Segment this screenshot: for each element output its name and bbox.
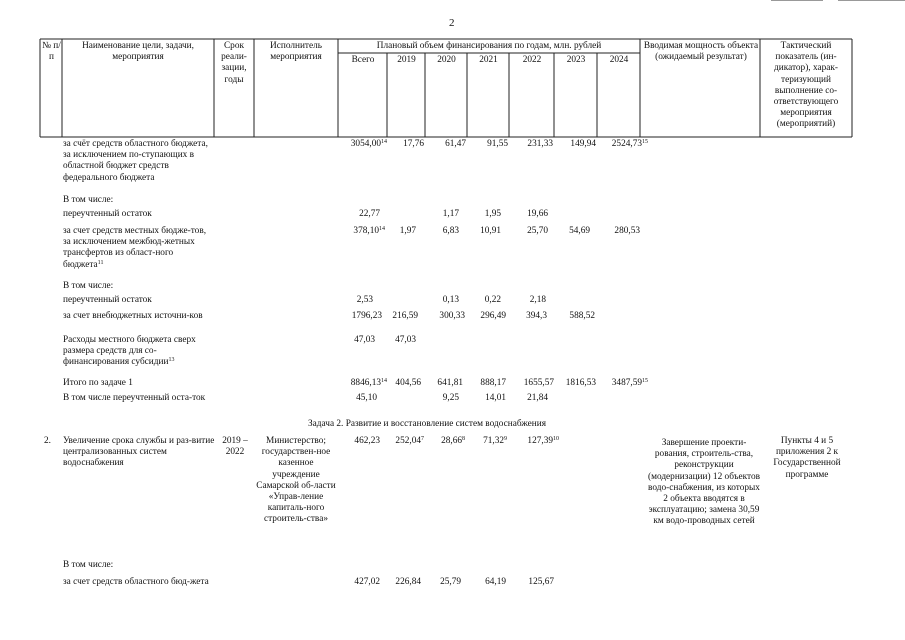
header-year: 2024 <box>609 55 629 65</box>
cell-2022: 2,18 <box>529 295 546 305</box>
cell-total: 8846,13$^{14}$ <box>350 378 387 388</box>
cell-2019: 47,03 <box>395 335 416 345</box>
cell-2024: 280,53 <box>614 226 640 236</box>
header-year: 2020 <box>437 55 456 65</box>
cell-2020: 1,17 <box>442 209 459 219</box>
cell-2021: 64,19 <box>485 577 506 587</box>
cell-2022: 1655,57 <box>523 378 554 388</box>
cell-2019: 404,56 <box>395 378 421 388</box>
cell-2019: 1,97 <box>399 226 416 236</box>
cell-2020: 6,83 <box>442 226 459 236</box>
cell-2021: 0,22 <box>484 295 501 305</box>
row-label: за счет средств областного бюд-жета <box>63 577 209 587</box>
cell-2022: 394,3 <box>526 311 547 321</box>
cell-2020: 300,33 <box>439 311 465 321</box>
cell-2023: 54,69 <box>569 226 590 236</box>
header-year: 2019 <box>397 55 416 65</box>
cell-total: 462,23 <box>354 436 380 446</box>
header-name: Наименование цели, задачи, мероприятия <box>82 41 194 63</box>
row-label: за счет средств местных бюдже-тов, за исключением межбюд-жетных трансфертов из област-ного бюджета$^{11}$ <box>63 226 207 270</box>
header-term: Срок реали-зации, годы <box>221 41 247 85</box>
cell-capacity: Завершение проекти-рования, строитель-ства, реконструкции (модернизации) 12 объектов водо-снабжения, из которых 2 объекта вводятся в эксплуатацию; замена 30,59 км водо-проводных сетей <box>647 438 761 527</box>
header-year: 2021 <box>479 55 498 65</box>
cell-total: 2,53 <box>356 295 373 305</box>
cell-total: 45,10 <box>356 393 377 403</box>
cell-2022: 127,39$^{10}$ <box>527 436 559 446</box>
row-label: за счет внебюджетных источни-ков <box>63 311 203 321</box>
cell-2020: 9,25 <box>442 393 459 403</box>
cell-total: 3054,00$^{14}$ <box>350 139 387 149</box>
row-label: Итого по задаче 1 <box>63 378 133 388</box>
header-year: 2023 <box>566 55 586 65</box>
cell-total: 47,03 <box>354 335 375 345</box>
header-plan: Плановый объем финансирования по годам, млн. рублей <box>376 41 602 51</box>
row-label: Расходы местного бюджета сверх размера средств для со-финансирования субсидии$^{13}$ <box>63 335 196 368</box>
header-total: Всего <box>351 55 375 65</box>
cell-2024: 3487,59$^{15}$ <box>611 378 648 388</box>
cell-total: 1796,23 <box>351 311 382 321</box>
cell-indicator: Пункты 4 и 5 приложения 2 к Государственной программе <box>773 436 841 480</box>
cell-2019: 226,84 <box>395 577 421 587</box>
cell-total: 378,10$^{14}$ <box>353 226 385 236</box>
header-capacity: Вводимая мощность объекта (ожидаемый результат) <box>643 41 759 63</box>
cell-executor: Министерство; государствен-ное казенное учреждение Самарской об-ласти «Управ-ление капиталь-ного строитель-ства» <box>256 436 336 525</box>
row-label: переучтенный остаток <box>63 295 152 305</box>
cell-2022: 125,67 <box>528 577 554 587</box>
row-label: В том числе: <box>63 560 114 570</box>
cell-2021: 71,32$^9$ <box>483 436 507 446</box>
header-num: № п/п <box>42 41 61 63</box>
cell-term: 2019 – 2022 <box>222 436 248 458</box>
cell-2023: 588,52 <box>569 311 595 321</box>
cell-2021: 1,95 <box>484 209 501 219</box>
row-label: В том числе: <box>63 281 114 291</box>
header-year: 2022 <box>522 55 542 65</box>
cell-2020: 0,13 <box>442 295 459 305</box>
cell-2021: 296,49 <box>480 311 506 321</box>
cell-2022: 19,66 <box>527 209 548 219</box>
cell-2022: 21,84 <box>527 393 548 403</box>
cell-total: 22,77 <box>359 209 380 219</box>
cell-2021: 14,01 <box>485 393 506 403</box>
cell-2021: 10,91 <box>480 226 501 236</box>
row-label: В том числе: <box>63 195 114 205</box>
row-label: за счёт средств областного бюджета, за исключением по-ступающих в областной бюджет средств федерального бюджета <box>63 139 208 183</box>
header-indicator: Тактический показатель (ин-дикатор), харак-теризующий выполнение со-ответствующего мероприятия (мероприятий) <box>773 41 839 130</box>
cell-2023: 149,94 <box>570 139 596 149</box>
item-number: 2. <box>44 436 51 446</box>
cell-2020: 61,47 <box>445 139 466 149</box>
header-executor: Исполнитель мероприятия <box>270 41 322 63</box>
cell-2020: 641,81 <box>437 378 463 388</box>
cell-2024: 2524,73$^{15}$ <box>611 139 648 149</box>
row-label: переучтенный остаток <box>63 209 152 219</box>
cell-2021: 888,17 <box>480 378 506 388</box>
cell-2020: 28,66$^8$ <box>441 436 465 446</box>
cell-2022: 25,70 <box>527 226 548 236</box>
cell-2019: 216,59 <box>392 311 418 321</box>
cell-2020: 25,79 <box>440 577 461 587</box>
cell-2022: 231,33 <box>527 139 553 149</box>
page-number: 2 <box>449 17 455 29</box>
cell-2021: 91,55 <box>487 139 508 149</box>
row-label: В том числе переучтенный оста-ток <box>63 393 206 403</box>
cell-total: 427,02 <box>354 577 380 587</box>
cell-2023: 1816,53 <box>565 378 596 388</box>
task-2-title: Задача 2. Развитие и восстановление систем водоснабжения <box>308 419 546 429</box>
row-label: Увеличение срока службы и раз-витие централизованных систем водоснабжения <box>63 436 215 469</box>
cell-2019: 17,76 <box>403 139 424 149</box>
cell-2019: 252,04$^7$ <box>395 436 424 446</box>
